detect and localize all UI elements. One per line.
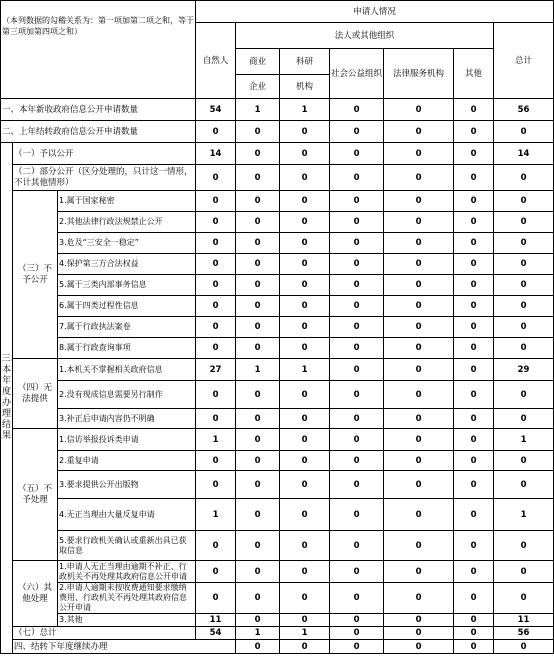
cell: 0 — [280, 275, 330, 296]
cell: 0 — [494, 531, 554, 561]
header-total: 总计 — [494, 23, 554, 99]
cell: 0 — [454, 381, 494, 409]
cell: 27 — [196, 359, 236, 381]
cell: 0 — [494, 583, 554, 614]
cell: 0 — [196, 254, 236, 275]
cell: 0 — [280, 121, 330, 143]
cell: 0 — [330, 99, 384, 121]
cell: 0 — [494, 409, 554, 429]
cell: 0 — [384, 627, 454, 640]
cell: 0 — [494, 317, 554, 338]
cell: 0 — [280, 191, 330, 212]
cell: 1 — [236, 99, 280, 121]
cell: 0 — [196, 338, 236, 359]
cell: 14 — [494, 143, 554, 165]
cell: 0 — [330, 121, 384, 143]
cell: 0 — [454, 317, 494, 338]
cell: 0 — [236, 338, 280, 359]
row-grant-label: （一）予以公开 — [13, 143, 196, 165]
not-processed-item: 1.信访举报投诉类申请 — [58, 429, 196, 451]
cell: 0 — [330, 561, 384, 583]
cell: 11 — [494, 614, 554, 627]
cell: 0 — [236, 191, 280, 212]
header-natural-person: 自然人 — [196, 23, 236, 99]
cell: 0 — [236, 212, 280, 233]
not-processed-item: 3.要求提供公开出版物 — [58, 471, 196, 499]
refuse-item: 4.保护第三方合法权益 — [58, 254, 196, 275]
cell: 0 — [454, 451, 494, 471]
cell: 0 — [384, 338, 454, 359]
cell: 0 — [454, 233, 494, 254]
cell: 0 — [330, 531, 384, 561]
cell: 0 — [280, 143, 330, 165]
cell: 0 — [454, 121, 494, 143]
cell: 1 — [196, 499, 236, 531]
cell: 0 — [280, 583, 330, 614]
cell: 0 — [236, 409, 280, 429]
cell: 0 — [384, 254, 454, 275]
header-applicant: 申请人情况 — [196, 1, 554, 23]
cell: 0 — [330, 233, 384, 254]
cell: 0 — [196, 296, 236, 317]
cell: 0 — [330, 254, 384, 275]
group-unavailable-label: （四）无法提供 — [13, 359, 58, 429]
cell: 0 — [236, 381, 280, 409]
cell: 0 — [330, 359, 384, 381]
cell: 0 — [454, 254, 494, 275]
not-processed-item: 4.无正当理由大量反复申请 — [58, 499, 196, 531]
cell: 0 — [384, 233, 454, 254]
cell: 0 — [280, 429, 330, 451]
cell: 0 — [454, 212, 494, 233]
cell: 0 — [494, 471, 554, 499]
cell: 1 — [280, 99, 330, 121]
cell: 0 — [196, 317, 236, 338]
cell: 0 — [280, 165, 330, 191]
cell: 0 — [494, 451, 554, 471]
cell: 0 — [196, 451, 236, 471]
cell: 0 — [236, 561, 280, 583]
header-legal-org: 法人或其他组织 — [236, 23, 494, 49]
cell: 0 — [330, 429, 384, 451]
cell: 0 — [236, 317, 280, 338]
cell: 0 — [196, 165, 236, 191]
cell: 0 — [454, 143, 494, 165]
cell: 0 — [454, 531, 494, 561]
header-legal-service: 法律服务机构 — [384, 49, 454, 99]
cell: 0 — [494, 191, 554, 212]
not-processed-item: 2.重复申请 — [58, 451, 196, 471]
cell: 0 — [384, 451, 454, 471]
cell: 0 — [330, 338, 384, 359]
cell: 1 — [236, 359, 280, 381]
cell: 0 — [384, 583, 454, 614]
cell: 0 — [494, 165, 554, 191]
cell: 0 — [454, 640, 494, 654]
cell: 0 — [330, 614, 384, 627]
cell: 0 — [330, 317, 384, 338]
cell: 0 — [196, 233, 236, 254]
cell: 0 — [454, 359, 494, 381]
cell: 0 — [236, 429, 280, 451]
cell: 0 — [196, 409, 236, 429]
group-not-processed-label: （五）不予处理 — [13, 429, 58, 561]
cell: 0 — [454, 296, 494, 317]
cell: 0 — [384, 99, 454, 121]
cell: 0 — [280, 451, 330, 471]
cell: 0 — [494, 254, 554, 275]
other-handling-item: 1.申请人无正当理由逾期不补正、行政机关不再处理其政府信息公开申请 — [58, 561, 196, 583]
cell: 0 — [494, 296, 554, 317]
cell: 0 — [454, 409, 494, 429]
cell: 0 — [384, 359, 454, 381]
cell: 0 — [494, 381, 554, 409]
cell: 0 — [384, 561, 454, 583]
cell: 0 — [330, 409, 384, 429]
unavailable-item: 3.补正后申请内容仍不明确 — [58, 409, 196, 429]
cell: 0 — [494, 338, 554, 359]
cell: 0 — [384, 191, 454, 212]
cell: 0 — [384, 381, 454, 409]
cell: 0 — [330, 640, 384, 654]
cell: 0 — [236, 121, 280, 143]
cell: 0 — [196, 121, 236, 143]
cell: 0 — [330, 471, 384, 499]
refuse-item: 8.属于行政查询事项 — [58, 338, 196, 359]
cell: 0 — [196, 471, 236, 499]
cell: 1 — [196, 429, 236, 451]
cell: 0 — [494, 121, 554, 143]
row-new-applications-label: 一、本年新收政府信息公开申请数量 — [1, 99, 196, 121]
cell: 0 — [280, 338, 330, 359]
cell: 14 — [196, 143, 236, 165]
cell: 0 — [330, 451, 384, 471]
cell: 0 — [236, 451, 280, 471]
cell: 0 — [454, 627, 494, 640]
refuse-item: 3.危及“三安全一稳定” — [58, 233, 196, 254]
cell: 0 — [330, 583, 384, 614]
cell: 0 — [236, 275, 280, 296]
header-research-a: 科研 — [280, 49, 330, 75]
cell: 0 — [196, 531, 236, 561]
cell: 0 — [280, 471, 330, 499]
cell: 0 — [280, 561, 330, 583]
cell: 0 — [384, 429, 454, 451]
cell: 0 — [196, 381, 236, 409]
cell: 0 — [384, 471, 454, 499]
cell: 0 — [494, 212, 554, 233]
cell: 0 — [196, 561, 236, 583]
cell: 0 — [454, 165, 494, 191]
cell: 0 — [280, 212, 330, 233]
cell: 0 — [384, 212, 454, 233]
header-research-b: 机构 — [280, 75, 330, 99]
group-other-handling-label: （六）其他处理 — [13, 561, 58, 627]
row-partial-label: （二）部分公开（区分处理的，只计这一情形，不计其他情形） — [13, 165, 196, 191]
cell: 0 — [236, 614, 280, 627]
cell: 1 — [280, 359, 330, 381]
cell: 0 — [196, 191, 236, 212]
cell: 0 — [454, 499, 494, 531]
header-note: （本列数据的勾稽关系为：第一项加第二项之和，等于第三项加第四项之和） — [1, 1, 196, 99]
cell: 0 — [280, 317, 330, 338]
cell: 0 — [454, 275, 494, 296]
header-other: 其他 — [454, 49, 494, 99]
cell: 54 — [196, 627, 236, 640]
cell: 0 — [236, 165, 280, 191]
cell: 0 — [330, 499, 384, 531]
cell: 0 — [384, 296, 454, 317]
unavailable-item: 1.本机关不掌握相关政府信息 — [58, 359, 196, 381]
cell: 0 — [330, 165, 384, 191]
cell: 0 — [384, 165, 454, 191]
cell: 0 — [494, 640, 554, 654]
cell: 0 — [280, 614, 330, 627]
cell: 0 — [330, 275, 384, 296]
cell: 0 — [454, 561, 494, 583]
cell: 0 — [454, 191, 494, 212]
cell: 0 — [280, 409, 330, 429]
cell: 0 — [454, 583, 494, 614]
cell: 0 — [236, 640, 280, 654]
cell: 0 — [280, 640, 330, 654]
not-processed-item: 5.要求行政机关确认或重新出具已获取信息 — [58, 531, 196, 561]
refuse-item: 1.属于国家秘密 — [58, 191, 196, 212]
refuse-item: 2.其他法律行政法规禁止公开 — [58, 212, 196, 233]
cell: 11 — [196, 614, 236, 627]
header-commercial-a: 商业 — [236, 49, 280, 75]
cell: 0 — [384, 499, 454, 531]
cell: 0 — [280, 254, 330, 275]
cell: 0 — [236, 499, 280, 531]
cell: 0 — [384, 121, 454, 143]
cell: 0 — [236, 531, 280, 561]
cell: 0 — [384, 317, 454, 338]
cell: 0 — [236, 233, 280, 254]
row-grand-total-label: （七）总计 — [13, 627, 196, 640]
cell: 54 — [196, 99, 236, 121]
cell: 0 — [236, 254, 280, 275]
cell: 0 — [384, 531, 454, 561]
cell: 0 — [454, 99, 494, 121]
cell: 0 — [454, 614, 494, 627]
cell: 0 — [280, 296, 330, 317]
cell: 0 — [196, 212, 236, 233]
cell: 1 — [236, 627, 280, 640]
refuse-item: 6.属于四类过程性信息 — [58, 296, 196, 317]
cell: 0 — [494, 561, 554, 583]
group-refuse-label: （三）不予公开 — [13, 191, 58, 359]
cell: 0 — [330, 212, 384, 233]
cell: 0 — [454, 338, 494, 359]
cell: 0 — [384, 143, 454, 165]
other-handling-item: 2.申请人逾期未按收费通知要求缴纳费用、行政机关不再处理其政府信息公开申请 — [58, 583, 196, 614]
cell: 0 — [384, 640, 454, 654]
other-handling-item: 3.其他 — [58, 614, 196, 627]
cell: 0 — [280, 499, 330, 531]
cell: 56 — [494, 627, 554, 640]
cell: 0 — [330, 296, 384, 317]
cell: 0 — [330, 191, 384, 212]
cell: 0 — [236, 143, 280, 165]
cell: 0 — [280, 381, 330, 409]
cell: 0 — [454, 471, 494, 499]
cell: 0 — [196, 583, 236, 614]
cell: 0 — [384, 614, 454, 627]
row-next-year-label: 四、结转下年度继续办理 — [13, 640, 236, 654]
cell: 0 — [236, 296, 280, 317]
section-results-label: 三、本年度办理结果 — [1, 143, 13, 654]
cell: 0 — [236, 471, 280, 499]
cell: 0 — [196, 275, 236, 296]
cell: 0 — [280, 531, 330, 561]
refuse-item: 7.属于行政执法案卷 — [58, 317, 196, 338]
cell: 0 — [494, 233, 554, 254]
refuse-item: 5.属于三类内部事务信息 — [58, 275, 196, 296]
cell: 0 — [236, 583, 280, 614]
cell: 0 — [280, 233, 330, 254]
cell: 29 — [494, 359, 554, 381]
unavailable-item: 2.没有现成信息需要另行制作 — [58, 381, 196, 409]
cell: 1 — [494, 429, 554, 451]
cell: 0 — [384, 409, 454, 429]
row-carryover-label: 二、上年结转政府信息公开申请数量 — [1, 121, 196, 143]
header-social-welfare: 社会公益组织 — [330, 49, 384, 99]
cell: 0 — [384, 275, 454, 296]
cell: 0 — [494, 275, 554, 296]
cell: 56 — [494, 99, 554, 121]
cell: 1 — [494, 499, 554, 531]
header-commercial-b: 企业 — [236, 75, 280, 99]
cell: 0 — [454, 429, 494, 451]
cell: 0 — [330, 143, 384, 165]
cell: 1 — [280, 627, 330, 640]
cell: 0 — [330, 381, 384, 409]
cell: 0 — [330, 627, 384, 640]
